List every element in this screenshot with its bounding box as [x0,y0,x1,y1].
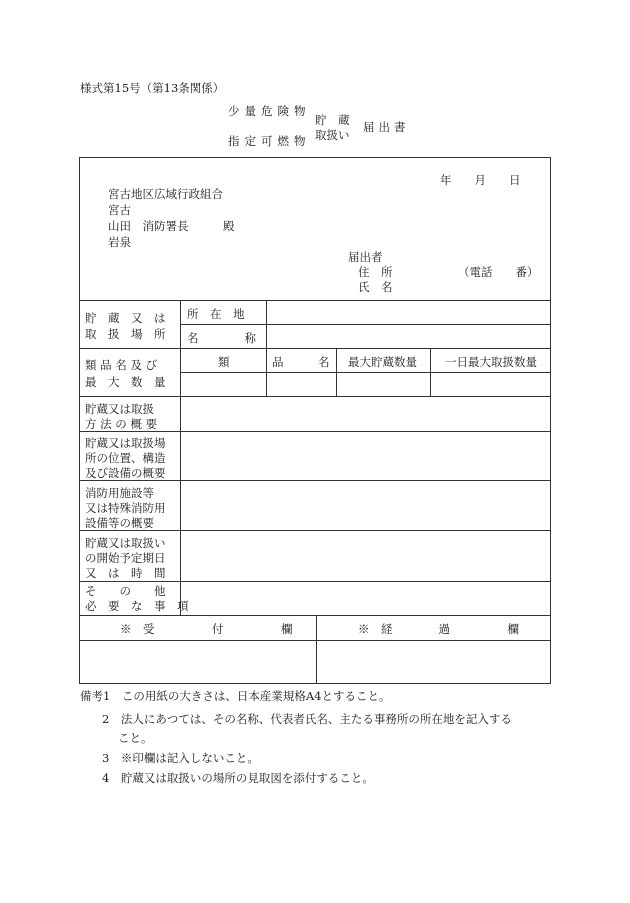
place-label-2: 取 扱 場 所 [85,327,166,341]
fire-label-1: 消防用施設等 [85,486,154,500]
col-class: 類 [218,355,230,369]
fire-label-3: 設備等の概要 [85,516,154,530]
structure-label-2: 所の位置、構造 [85,451,166,465]
note-1: この用紙の大きさは、日本産業規格A4とすること。 [121,689,391,703]
form-number: 様式第15号（第13条関係） [80,81,225,95]
title-mid-1: 貯 蔵 [315,113,350,127]
category-label-2: 最 大 数 量 [85,375,166,389]
note-2-cont: こと。 [118,731,153,745]
col-daily-max: 一日最大取扱数量 [445,355,537,369]
title-line-2: 指定可燃物 [228,134,311,148]
document-title [228,100,428,150]
category-label-1: 類 品 名 及 び [85,358,158,372]
addressee-line-2: 宮古 [108,203,131,217]
start-label-1: 貯蔵又は取扱い [85,536,166,550]
other-label-2: 必 要 な 事 項 [85,599,189,613]
note-4-number: 4 [102,771,110,785]
start-label-2: の開始予定期日 [85,551,166,565]
note-3-number: 3 [102,751,110,765]
title-line-1: 少量危険物 [228,104,311,118]
reception-label: ※ 受 付 欄 [120,622,293,636]
notifier-label: 届出者 [348,250,383,264]
addressee-line-1: 宮古地区広域行政組合 [108,187,223,201]
start-label-3: 又 は 時 間 [85,566,166,580]
other-label-1: そ の 他 [85,584,166,598]
method-label-1: 貯蔵又は取扱 [85,402,154,416]
addressee-line-4: 岩泉 [108,235,131,249]
method-label-2: 方 法 の 概 要 [85,417,158,431]
note-4: 貯蔵又は取扱いの場所の見取図を添付すること。 [120,771,374,785]
place-label-1: 貯 蔵 又 は [85,311,166,325]
title-right: 届出書 [363,120,410,134]
note-2: 法人にあつては、その名称、代表者氏名、主たる事務所の所在地を記入する [120,712,512,726]
note-2-number: 2 [102,712,110,726]
phone-label: （電話 番） [458,265,539,279]
form-table [79,157,551,684]
col-max-storage: 最大貯蔵数量 [348,355,417,369]
structure-label-3: 及び設備の概要 [85,466,166,480]
structure-label-1: 貯蔵又は取扱場 [85,436,166,450]
location-label: 所 在 地 [187,307,245,321]
address-label: 住 所 [358,265,393,279]
addressee-line-3: 山田 消防署長 殿 [108,219,235,233]
fire-label-2: 又は特殊消防用 [85,501,166,515]
progress-label: ※ 経 過 欄 [358,622,519,636]
name-label: 氏 名 [358,280,393,294]
date-field[interactable]: 年 月 日 [440,173,521,187]
note-3: ※印欄は記入しないこと。 [120,751,259,765]
facility-name-label: 名 称 [187,331,256,345]
title-mid-2: 取扱い [315,128,350,142]
remarks-prefix: 備考1 [80,689,111,703]
col-item-name: 品 名 [272,355,330,369]
